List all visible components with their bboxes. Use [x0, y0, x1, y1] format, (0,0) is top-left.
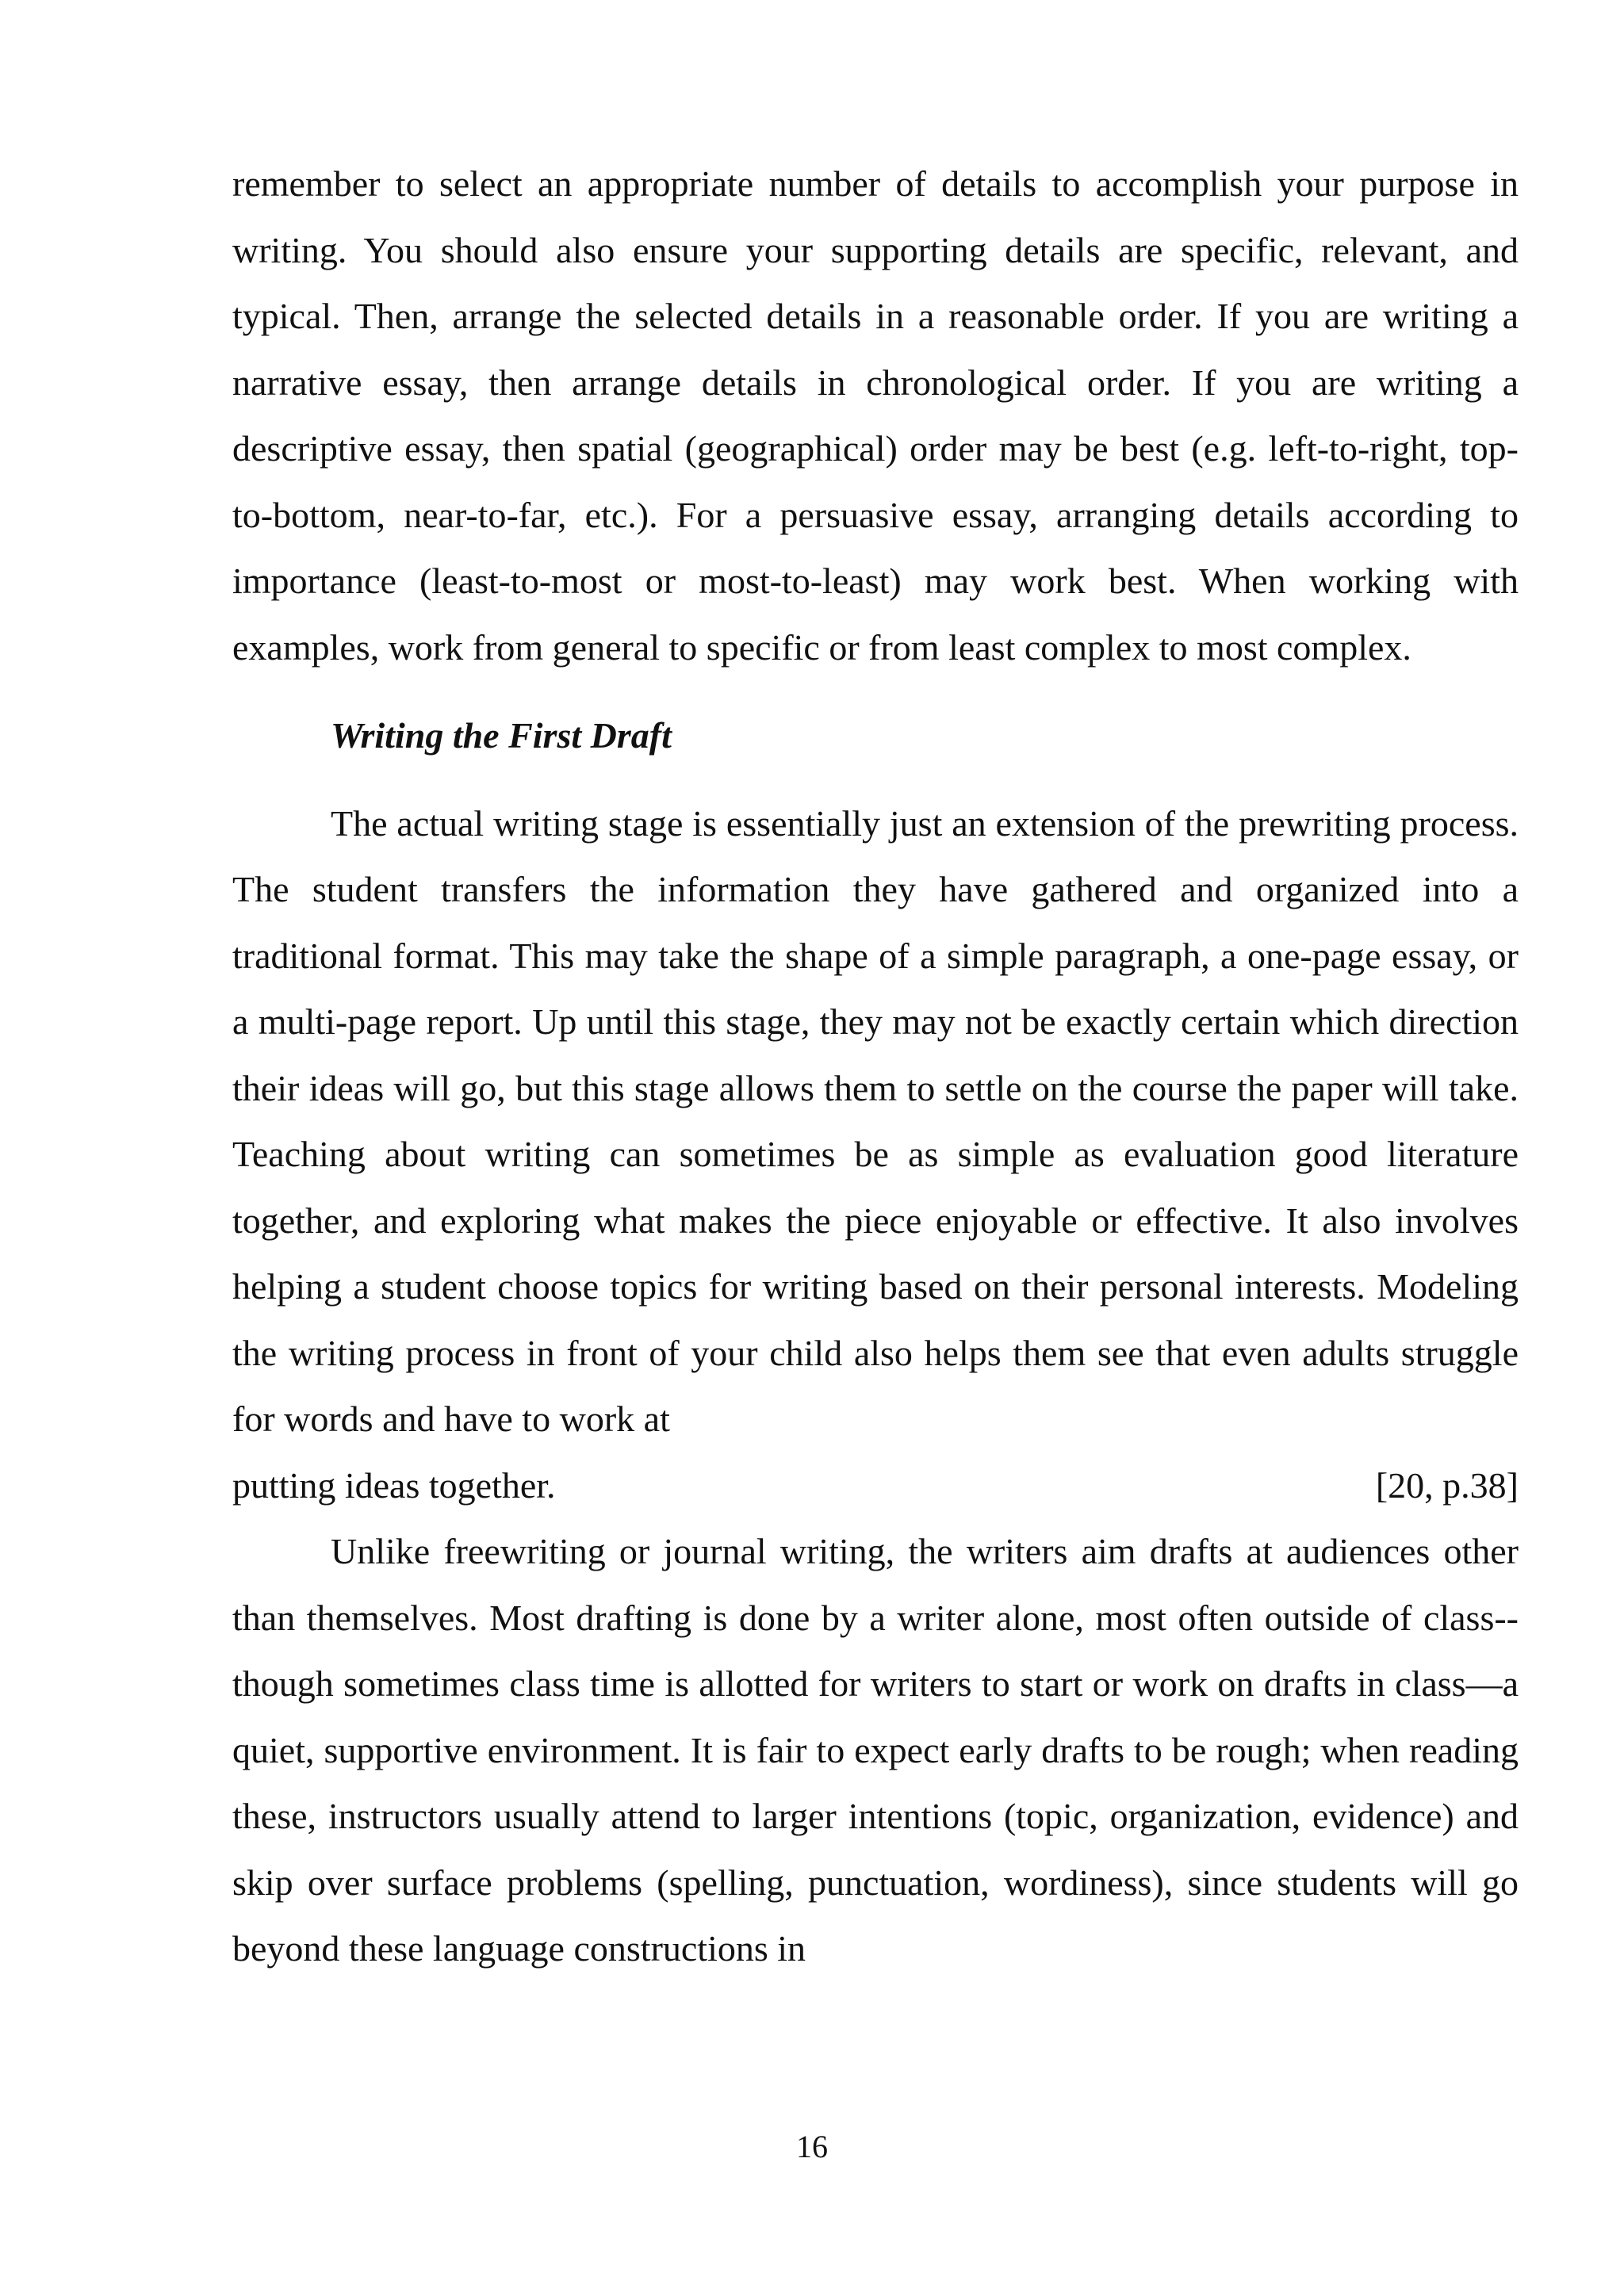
paragraph-writing-stage-text: The actual writing stage is essentially just an extension of the prewriting process. The student transfers the information they have gathered and organized into a traditional format. This may take the shape of a simple paragraph, a one-page essay, or a multi-page report. Up until this stage, they may not be exactly certain which direction their ideas will go, but this stage allows them to settle on the course the paper will take. Teaching about writing can sometimes be as simple as evaluation good literature together, and exploring what makes the piece enjoyable or effective. It also involves helping a student choose topics for writing based on their personal interests. Modeling the writing process in front of your child also helps them see that even adults struggle for words and have to work at: [232, 802, 1519, 1439]
citation: [20, p.38]: [1375, 1464, 1519, 1506]
paragraph-last-line: [232, 1452, 1519, 1519]
section-heading: Writing the First Draft: [331, 715, 672, 756]
paragraph-details-order: remember to select an appropriate number of details to accomplish your purpose in writing. You should also ensure your supporting details are specific, relevant, and typical. Then, arrange the selected details in a reasonable order. If you are writing a narrative essay, then arrange details in chronological order. If you are writing a descriptive essay, then spatial (geographical) order may be best (e.g. left-to-right, top-to-bottom, near-to-far, etc.). For a persuasive essay, arranging details according to importance (least-to-most or most-to-least) may work best. When working with examples, work from general to specific or from least complex to most complex.: [232, 163, 1519, 668]
paragraph-last-line-text: putting ideas together.: [232, 1464, 556, 1506]
paragraph-drafts: Unlike freewriting or journal writing, the writers aim drafts at audiences other than themselves. Most drafting is done by a writer alone, most often outside of class-- though sometimes class time is allotted for writers to start or work on drafts in class—a quiet, supportive environment. It is fair to expect early drafts to be rough; when reading these, instructors usually attend to larger intentions (topic, organization, evidence) and skip over surface problems (spelling, punctuation, wordiness), since students will go beyond these language constructions in: [232, 1531, 1519, 1969]
document-body: [232, 151, 1519, 1982]
page-number: 16: [796, 2129, 828, 2164]
paragraph-writing-stage: [232, 790, 1519, 1519]
